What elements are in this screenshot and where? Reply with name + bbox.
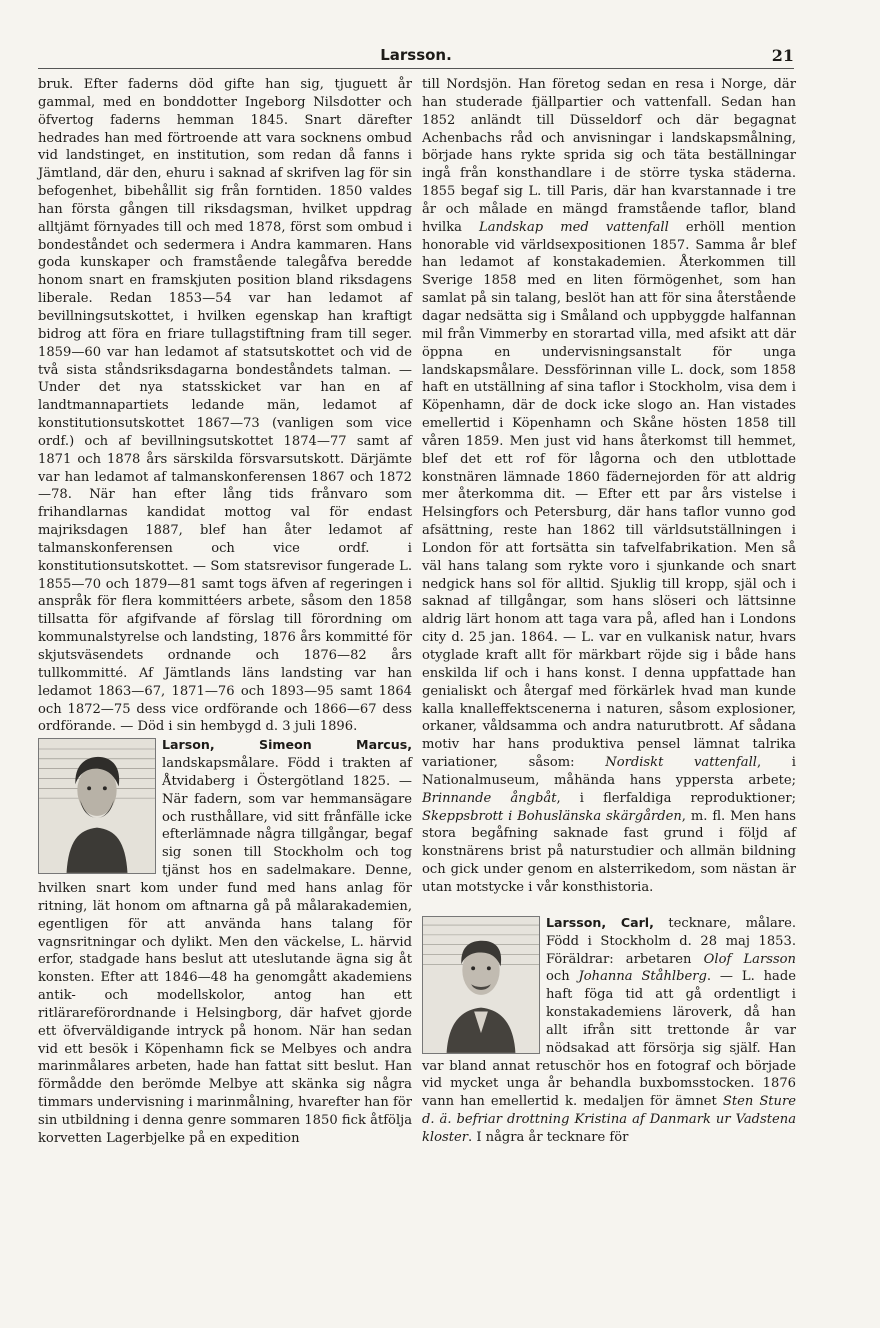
person-name: Olof Larsson: [703, 951, 796, 967]
portrait-engraving-icon: [39, 739, 155, 873]
running-header: [38, 44, 794, 69]
entry-continuation-simeon-marcus: till Nordsjön. Han företog sedan en resa i Norge, där han studerade fjällpartier och vattenfall. Sedan han 1852 anländt till Düsseldorf och där begagnat Achenbachs råd och anvisningar i landskapsmålning, började hans rykte sprida sig och täta beställningar ingå från konsthandlare i de större tyska städerna. 1855 begaf sig L. till Paris, där han kvarstannade i tre år och målade en mängd framstående taflor, bland hvilka Landskap med vattenfall erhöll mention honorable vid världsexpositionen 1857. Samma år blef han ledamot af konstakademien. Återkommen till Sverige 1858 med en liten förmögenhet, som han samlat på sin talang, beslöt han att för sina återstående dagar nedsätta sig i Småland och uppbyggde halfannan mil från Vimmerby en storartad villa, med afsikt att där öppna en undervisningsanstalt för unga landskapsmålare. Dessförinnan ville L. dock, som 1858 haft en utställning af sina taflor i Stockholm, visa dem i Köpenhamn, där de dock icke slogo an. Han vistades emellertid i Köpenhamn och Skåne hösten 1858 till våren 1859. Men just vid hans återkomst till hemmet, blef det ett rof för lågorna och den utblottade konstnären lämnade 1860 fädernejorden för att aldrig mer återkomma dit. — Efter ett par års vistelse i Helsingfors och Petersburg, där hans taflor vunno god afsättning, reste han 1862 till världsutställningen i London för att fortsätta sin tafvelfabrikation. Men så väl hans talang som rykte voro i sjunkande och snart nedgick hans sol för alltid. Sjuklig till kropp, själ och i saknad af tillgångar, som hans slöseri och lättsinne aldrig lärt honom att taga vara på, afled han i Londons city d. 25 jan. 1864. — L. var en vulkanisk natur, hvars otyglade kraft allt för märkbart röjde sig i både hans enskilda lif och i hans konst. I denna uppfattade han genialiskt och återgaf med förkärlek hvad man kunde kalla knalleffektscenerna i naturen, såsom explosioner, orkaner, våldsamma och andra naturutbrott. Af sådana motiv har hans produktiva pensel lämnat talrika variationer, såsom: Nordiskt vattenfall, i Nationalmuseum, måhända hans yppersta arbete; Brinnande ångbåt, i flerfaldiga reproduktioner; Skeppsbrott i Bohuslänska skärgården, m. fl. Men hans stora begåfning saknade fast grund i följd af konstnärens brist på naturstudier och allmän bildning och gick under genom en alsterrikedom, som nästan är utan motstycke i vår konsthistoria.: [422, 77, 796, 895]
entry-larsson-carl: Larsson, Carl, tecknare, målare. Född i Stockholm d. 28 maj 1853. Föräldrar: arbetaren Olof Larsson och Johanna Ståhlberg. — L. hade haft föga tid att gå ordentligt i konstakademiens läroverk, då han allt ifrån sitt trettonde år var nödsakad att försörja sig själf. Han var bland annat retuschör hos en fotograf och började vid mycket unga år behandla buxbomsstocken. 1876 vann han emellertid k. medaljen för ämnet Sten Sture d. ä. befriar drottning Kristina af Danmark ur Vadstena kloster. I några år tecknare för: [422, 914, 796, 1145]
page-number: 21: [771, 46, 794, 65]
work-title: Landskap med vattenfall: [479, 219, 669, 235]
right-column: [422, 76, 796, 1147]
entry-headword: Larson, Simeon Marcus,: [162, 737, 412, 753]
portrait-simeon-marcus-larson: [38, 738, 156, 874]
entry-body: landskapsmålare. Född i trakten af Åtvidaberg i Östergötland 1825. — När fadern, som var hemmansägare och rusthållare, vid sitt frånfälle icke efterlämnade några tillgångar, begaf sig sonen till Stockholm och tog tjänst hos en sadelmakare. Denne, hvilken snart kom under fund med hans anlag för ritning, lät honom om aftnarna gå på målarakademien, egentligen för att använda hans talang för vagnsritningar och dylikt. Men den väckelse, L. härvid erfor, stadgade hans beslut att uteslutande ägna sig åt konsten. Efter att 1846—48 ha genomgått akademiens antik- och modellskolor, antog han ett ritlärareförordnande i Helsingborg, där hafvet gjorde ett öfverväldigande intryck på honom. När han sedan vid ett besök i Köpenhamn fick se Melbyes och andra marinmålares arbeten, hade han fattat sitt beslut. Han förmådde den berömde Melbye att skänka sig några timmars undervisning i marinmålning, hvarefter han för sin utbildning i denna genre sommaren 1850 fick åtfölja korvetten Lagerbjelke på en expedition: [38, 756, 412, 1146]
person-name: Johanna Ståhlberg: [578, 969, 707, 985]
left-column: [38, 76, 412, 1148]
work-title: Nordiskt vattenfall: [605, 755, 757, 771]
portrait-engraving-icon: [423, 917, 539, 1053]
running-title: Larsson.: [380, 46, 452, 64]
work-title: Skeppsbrott i Bohuslänska skärgården: [422, 808, 682, 824]
entry-separator: [422, 897, 796, 914]
work-title: Brinnande ångbåt: [422, 790, 557, 806]
work-title: Sten Sture d. ä. befriar drottning Kristina af Danmark ur Vadstena kloster: [422, 1094, 796, 1145]
entry-headword: Larsson, Carl,: [546, 914, 654, 930]
portrait-carl-larsson: [422, 916, 540, 1054]
entry-larson-simeon-marcus: [38, 736, 412, 1147]
entry-continuation-paragraph: bruk. Efter faderns död gifte han sig, tjuguett år gammal, med en bonddotter Ingeborg Nilsdotter och öfvertog faderns hemman 1845. Snart därefter hedrades han med förtroende att vara socknens ombud vid landstinget, en institution, som redan då fanns i Jämtland, där den, ehuru i saknad af skrifven lag för sin befogenhet, bibehållit sig från forntiden. 1850 valdes han första gången till riksdagsman, hvilket uppdrag alltjämt förnyades till och med 1878, först som ombud i bondeståndet och sedermera i Andra kammaren. Hans goda kunskaper och framstående talegåfva beredde honom snart en framskjuten position bland riksdagens liberale. Redan 1853—54 var han ledamot af bevillningsutskottet, i hvilken egenskap han kraftigt bidrog att föra en friare tullagstiftning fram till seger. 1859—60 var han ledamot af statsutskottet och vid de två sista ståndsriksdagarna bondeståndets talman. — Under det nya statsskicket var han en af landtmannapartiets ledande män, ledamot af konstitutionsutskottet 1867—73 (vanligen som vice ordf.) och af bevillningsutskottet 1874—77 samt af 1871 och 1878 års särskilda försvarsutskott. Därjämte var han ledamot af talmanskonferensen 1867 och 1872—78. När han efter lång tids frånvaro som frihandlarnas kandidat mottog val för endast majriksdagen 1887, blef han åter ledamot af talmanskonferensen och vice ordf. i konstitutionsutskottet. — Som statsrevisor fungerade L. 1855—70 och 1879—81 samt togs äfven af regeringen i anspråk för flera kommittéers arbete, såsom den 1858 tillsatta för afgifvande af förslag till förordning om kommunalstyrelse och landsting, 1876 års kommitté för skjutsväsendets ordnande och 1876—82 års tullkommitté. Af Jämtlands läns landsting var han ledamot 1863—67, 1871—76 och 1893—95 samt 1864 och 1872—75 dess vice ordförande och 1866—67 dess ordförande. — Död i sin hembygd d. 3 juli 1896.: [38, 77, 412, 735]
